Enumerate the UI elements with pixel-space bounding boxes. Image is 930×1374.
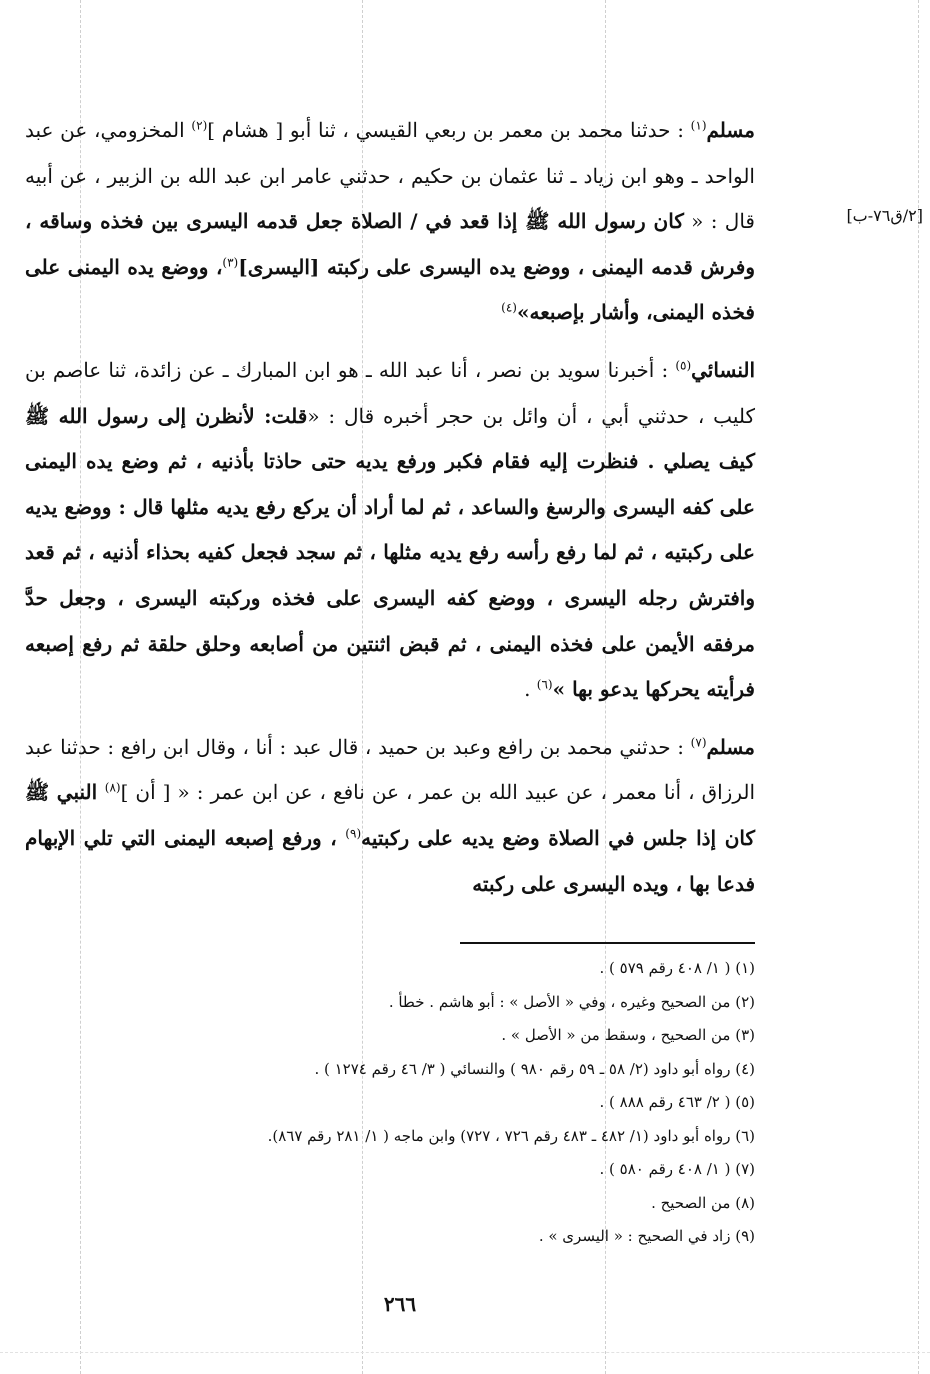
footnote-item: (٨) من الصحيح . bbox=[651, 1193, 755, 1212]
hadith-text: ، ورفع إصبعه اليمنى التي تلي الإبهام فدعا بها ، ويده اليسرى على ركبته bbox=[25, 825, 755, 896]
footnote-ref: (٥) bbox=[675, 358, 692, 373]
hadith-text: قلت: لأنظرن إلى رسول الله ﷺ كيف يصلي . فنظرت إليه فقام فكبر ورفع يديه حتى حاذتا بأذنيه ، ثم وضع يده اليمنى على كفه اليسرى والرسغ والساعد ، ثم لما أراد أن يركع رفع يديه مثلها قال : ووضع يديه على ركبتيه ، ثم لما رفع رأسه رفع يديه مثلها ، ثم سجد فجعل كفيه بحذاء أذنيه ، ثم قعد وافترش رجله اليسرى ، ووضع كفه اليسرى على فخذه وركبته اليسرى ، وجعل حدَّ مرفقه الأيمن على فخذه اليمنى ، ثم قبض اثنتين من أصابعه وحلق حلقة ثم رفع إصبعه فرأيته يحركها يدعو بها » bbox=[25, 403, 755, 702]
paragraph-nasai bbox=[25, 348, 755, 713]
footnote-ref: (٣) bbox=[222, 255, 239, 270]
hadith-text: النبي ﷺ كان إذا جلس في الصلاة وضع يديه على ركبتيه bbox=[25, 780, 755, 850]
source-name: مسلم bbox=[706, 118, 755, 142]
page-number: ٢٦٦ bbox=[383, 1292, 417, 1316]
footnote-item: (٣) من الصحيح ، وسقط من « الأصل » . bbox=[501, 1026, 755, 1044]
footnote-item: (٧) ( ١/ ٤٠٨ رقم ٥٨٠ ) . bbox=[599, 1160, 755, 1178]
hadith-text: كان رسول الله ﷺ إذا قعد في / الصلاة جعل قدمه اليسرى بين فخذه وساقه ، وفرش قدمه اليمنى ، ووضع يده اليسرى على ركبته [اليسرى] bbox=[25, 209, 755, 279]
footnotes bbox=[25, 952, 755, 1254]
footnote-ref: (٢) bbox=[191, 118, 208, 133]
footnote-ref: (٤) bbox=[501, 300, 517, 315]
paragraph-muslim-1 bbox=[25, 108, 755, 336]
footnote-item: (٥) ( ٢/ ٤٦٣ رقم ٨٨٨ ) . bbox=[599, 1093, 755, 1111]
footnote-ref: (٦) bbox=[536, 677, 553, 692]
footnote-item: (٢) من الصحيح وغيره ، وفي « الأصل » : أبو هاشم . خطأ . bbox=[388, 992, 755, 1011]
footnote-item: (٩) زاد في الصحيح : « اليسرى » . bbox=[538, 1227, 755, 1245]
source-name: النسائي bbox=[691, 357, 755, 382]
footnote-ref: (٧) bbox=[690, 735, 707, 750]
footnote-ref: (٩) bbox=[345, 826, 362, 841]
footnote-item: (٤) رواه أبو داود (٢/ ٥٨ ـ ٥٩ رقم ٩٨٠ ) والنسائي ( ٣/ ٤٦ رقم ١٢٧٤ ) . bbox=[314, 1059, 755, 1078]
footnote-item: (٦) رواه أبو داود (١/ ٤٨٢ ـ ٤٨٣ رقم ٧٢٦ ، ٧٢٧) وابن ماجه ( ١/ ٢٨١ رقم ٨٦٧). bbox=[267, 1126, 755, 1145]
paragraph-muslim-2 bbox=[25, 725, 755, 907]
chain-text: . bbox=[524, 677, 537, 702]
footnote-item: (١) ( ١/ ٤٠٨ رقم ٥٧٩ ) . bbox=[599, 959, 755, 977]
source-name: مسلم bbox=[706, 734, 755, 759]
hadith-text: ، ووضع يده اليمنى على فخذه اليمنى، وأشار بإصبعه» bbox=[25, 254, 755, 325]
chain-text: : حدثني محمد بن رافع وعبد بن حميد ، قال عبد : أنا ، وقال ابن رافع : حدثنا عبد الرزاق ، أنا معمر ، عن عبيد الله بن عمر ، عن نافع ، عن ابن عمر : « [ أن ] bbox=[25, 734, 756, 805]
scan-guide-line bbox=[0, 1352, 930, 1353]
chain-text: المخزومي، عن عبد الواحد ـ وهو ابن زياد ـ ثنا عثمان بن حكيم ، حدثني عامر ابن عبد الله بن الزبير ، عن أبيه قال : « bbox=[25, 118, 755, 234]
chain-text: : حدثنا محمد بن معمر بن ربعي القيسي ، ثنا أبو [ هشام ] bbox=[207, 118, 691, 142]
main-text bbox=[25, 108, 755, 907]
footnote-ref: (٨) bbox=[104, 780, 121, 795]
chain-text: : أخبرنا سويد بن نصر ، أنا عبد الله ـ هو ابن المبارك ـ عن زائدة، ثنا عاصم بن كليب ، حدثني أبي ، أن وائل بن حجر أخبره قال : « bbox=[25, 357, 755, 428]
footnote-separator bbox=[460, 942, 755, 944]
margin-manuscript-reference: [٢/ق٧٦-ب] bbox=[846, 206, 923, 225]
footnote-ref: (١) bbox=[690, 118, 707, 133]
